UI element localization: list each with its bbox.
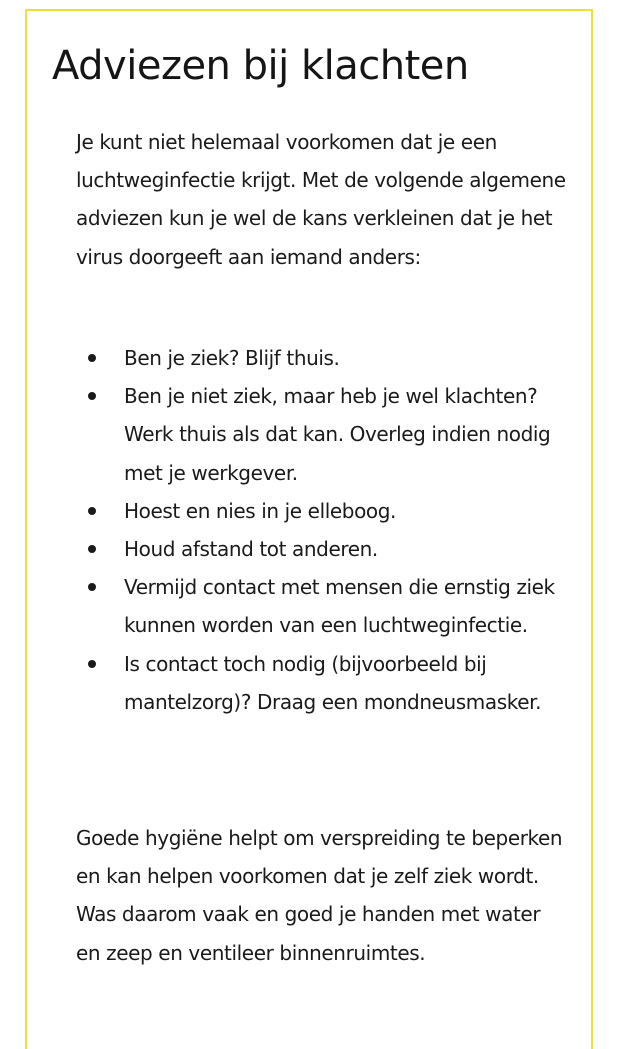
section-title: Adviezen bij klachten — [52, 43, 469, 89]
list-item-text: Houd afstand tot anderen. — [124, 537, 378, 562]
list-item-text: Is contact toch nodig (bijvoorbeeld bij mantelzorg)? Draag een mondneusmasker. — [124, 651, 542, 714]
list-item — [76, 492, 576, 530]
advice-list — [76, 339, 576, 721]
hygiene-paragraph: Goede hygiëne helpt om verspreiding te beperken en kan helpen voorkomen dat je zelf ziek wordt. Was daarom vaak en goed je handen met water en zeep en ventileer binnenruimtes. — [76, 826, 563, 965]
list-item-text: Ben je ziek? Blijf thuis. — [124, 346, 340, 370]
list-item — [76, 645, 576, 721]
list-item-text: Vermijd contact met mensen die ernstig ziek kunnen worden van een luchtweginfectie. — [124, 575, 555, 638]
list-item — [76, 377, 576, 492]
list-item — [76, 339, 576, 377]
bullet-icon — [88, 354, 96, 362]
bullet-icon — [88, 507, 96, 515]
bullet-icon — [88, 583, 96, 591]
bullet-icon — [88, 545, 96, 553]
list-item — [76, 568, 576, 644]
bullet-icon — [88, 392, 96, 400]
bullet-icon — [88, 660, 96, 668]
list-item-text: Hoest en nies in je elleboog. — [124, 498, 397, 523]
list-item-text: Ben je niet ziek, maar heb je wel klachten? Werk thuis als dat kan. Overleg indien nodig met je werkgever. — [124, 384, 551, 485]
intro-paragraph: Je kunt niet helemaal voorkomen dat je een luchtweginfectie krijgt. Met de volgende algemene adviezen kun je wel de kans verkleinen dat je het virus doorgeeft aan iemand anders: — [76, 130, 566, 269]
advice-card — [25, 9, 593, 1049]
list-item — [76, 530, 576, 568]
